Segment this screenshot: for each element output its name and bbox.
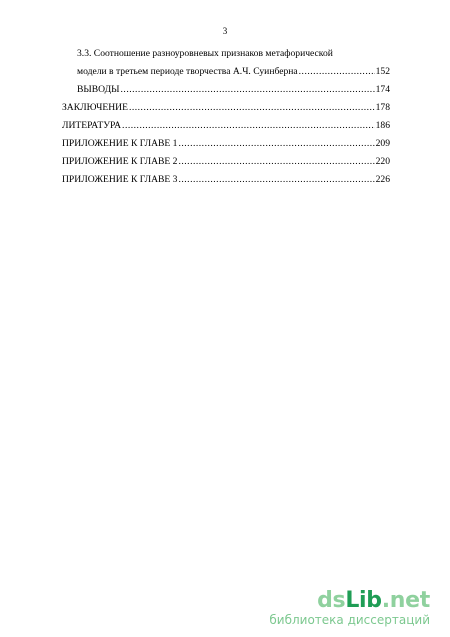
logo-part-net: .net	[381, 588, 430, 613]
toc-page-number: 226	[375, 174, 390, 185]
toc-entry-title: ПРИЛОЖЕНИЕ К ГЛАВЕ 3	[62, 174, 178, 185]
dot-leader	[121, 81, 375, 99]
toc-entry-appendix-3	[62, 171, 390, 189]
dot-leader	[178, 153, 374, 171]
toc-entry-vyvody	[62, 81, 390, 99]
toc-page-number: 178	[375, 102, 390, 113]
page-number: 3	[222, 26, 228, 36]
logo-part-lib: Lib	[345, 588, 382, 613]
toc-entry-3-3-line2	[62, 63, 390, 81]
toc-entry-3-3-line1	[62, 45, 390, 63]
toc-page-number: 220	[375, 156, 390, 167]
dslib-watermark	[269, 590, 430, 627]
table-of-contents	[62, 45, 390, 189]
toc-entry-title: ВЫВОДЫ	[77, 84, 120, 95]
toc-page-number: 152	[375, 66, 390, 77]
toc-entry-title: ПРИЛОЖЕНИЕ К ГЛАВЕ 2	[62, 156, 178, 167]
toc-entry-title: ЗАКЛЮЧЕНИЕ	[62, 102, 128, 113]
toc-entry-zaklyuchenie	[62, 99, 390, 117]
toc-page-number: 186	[375, 120, 390, 131]
dot-leader	[129, 99, 375, 117]
dot-leader	[122, 117, 375, 135]
dot-leader	[178, 135, 374, 153]
toc-entry-title: 3.3. Соотношение разноуровневых признаков метафорической	[77, 48, 333, 59]
dslib-logo	[269, 590, 430, 612]
toc-entry-appendix-2	[62, 153, 390, 171]
watermark-subtitle: библиотека диссертаций	[269, 613, 430, 627]
dot-leader	[299, 63, 375, 81]
logo-part-ds: ds	[317, 588, 346, 613]
dot-leader	[178, 171, 374, 189]
toc-entry-title: ПРИЛОЖЕНИЕ К ГЛАВЕ 1	[62, 138, 178, 149]
toc-page-number: 174	[375, 84, 390, 95]
toc-entry-appendix-1	[62, 135, 390, 153]
toc-entry-literatura	[62, 117, 390, 135]
toc-page-number: 209	[375, 138, 390, 149]
toc-entry-title: ЛИТЕРАТУРА	[62, 120, 122, 131]
toc-entry-title: модели в третьем периоде творчества А.Ч. Суинберна	[77, 66, 298, 77]
